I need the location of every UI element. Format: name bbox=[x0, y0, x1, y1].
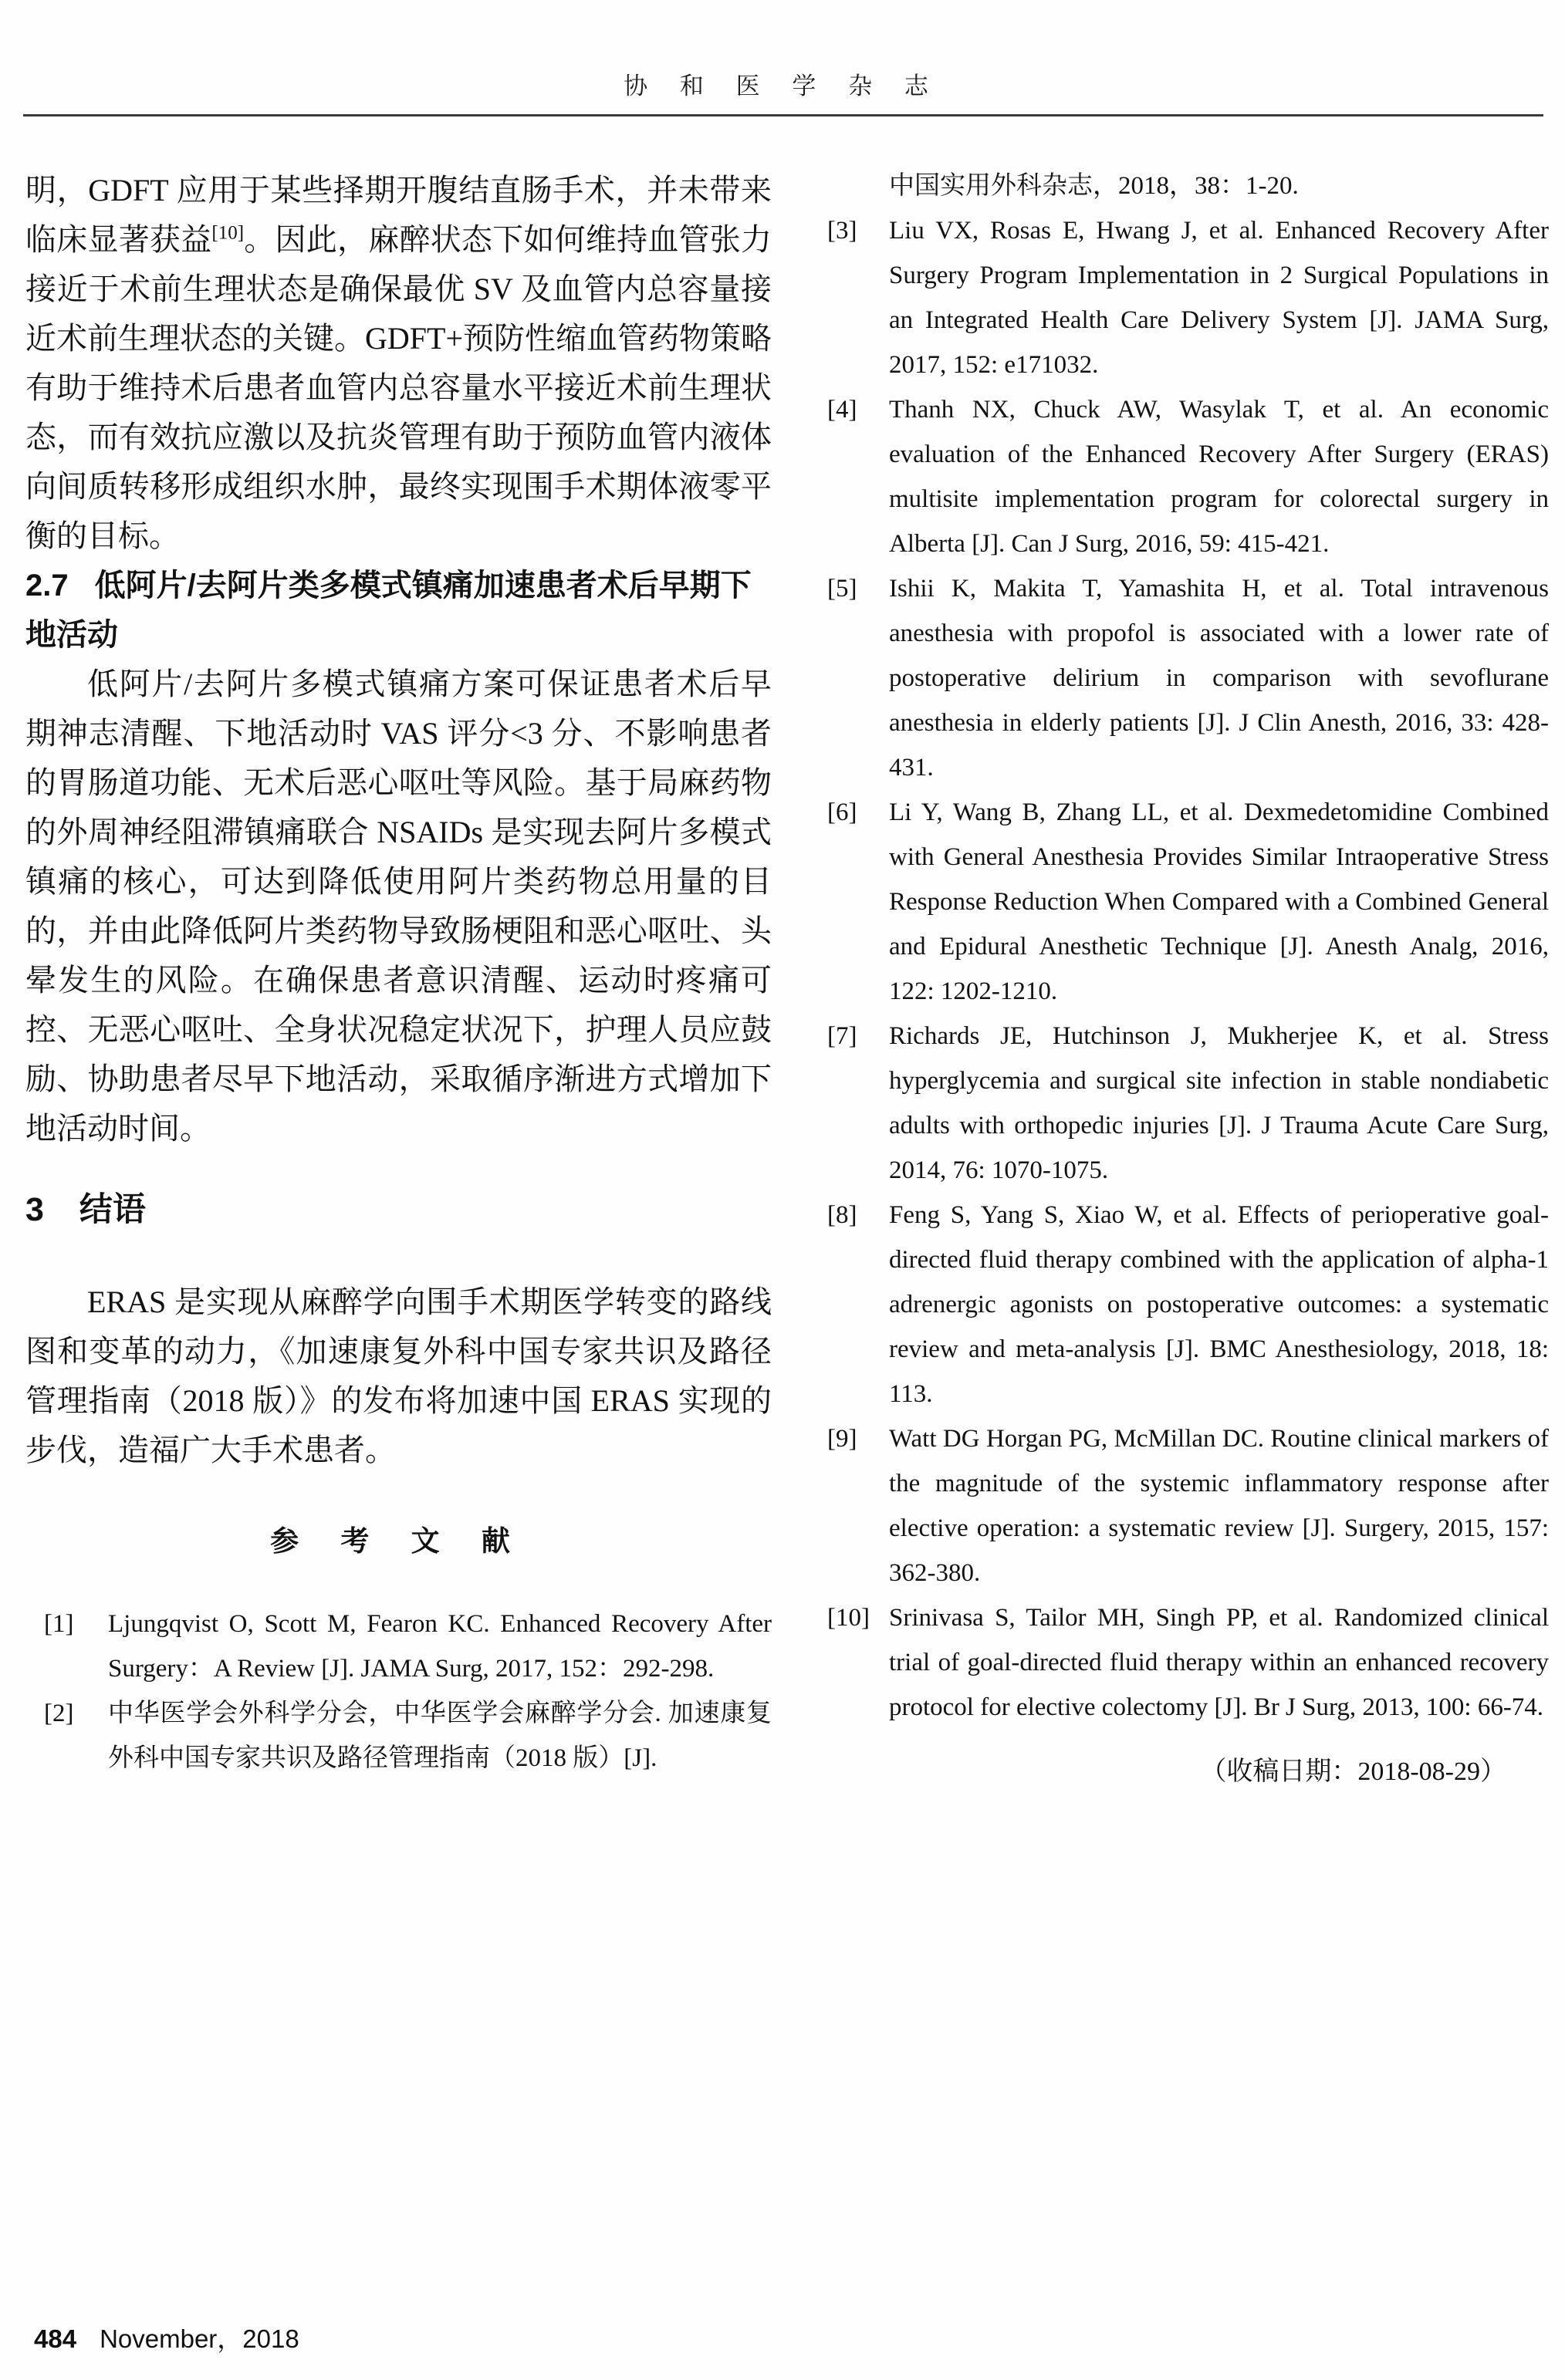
reference-number: [1] bbox=[44, 1610, 74, 1638]
reference-text: Ljungqvist O, Scott M, Fearon KC. Enhanced Recovery After Surgery：A Review [J]. JAMA Surg, 2017, 152：292-298. bbox=[108, 1610, 772, 1683]
reference-text: Feng S, Yang S, Xiao W, et al. Effects of perioperative goal-directed fluid therapy combined with the application of alpha-1 adrenergic agonists on postoperative outcomes: a systematic review and meta-analysis [J]. BMC Anesthesiology, 2018, 18: 113. bbox=[889, 1201, 1549, 1408]
reference-text: Li Y, Wang B, Zhang LL, et al. Dexmedetomidine Combined with General Anesthesia Provides Similar Intraoperative Stress Response Reduction When Compared with a Combined General and Epidural Anesthetic Technique [J]. Anesth Analg, 2016, 122: 1202-1210. bbox=[889, 798, 1549, 1005]
section-3-number: 3 bbox=[25, 1191, 44, 1228]
right-column bbox=[827, 164, 1549, 1794]
reference-item-1 bbox=[44, 1602, 772, 1691]
reference-item-2-continuation: 中国实用外科杂志，2018，38：1-20. bbox=[889, 172, 1299, 200]
header-rule bbox=[23, 114, 1543, 116]
reference-number: [10] bbox=[827, 1604, 870, 1632]
reference-item-9 bbox=[827, 1416, 1549, 1595]
reference-number: [9] bbox=[827, 1425, 857, 1453]
references-heading: 参 考 文 献 bbox=[270, 1525, 527, 1557]
paragraph-gdft-text-cont: 。因此，麻醉状态下如何维持血管张力接近于术前生理状态是确保最优 SV 及血管内总容量接近术前生理状态的关键。GDFT+预防性缩血管药物策略有助于维持术后患者血管内总容量水平接近术前生理状态，而有效抗应激以及抗炎管理有助于预防血管内液体向间质转移形成组织水肿，最终实现围手术期体液零平衡的目标。 bbox=[25, 222, 772, 553]
reference-item-8 bbox=[827, 1193, 1549, 1416]
section-2-7-title: 低阿片/去阿片类多模式镇痛加速患者术后早期下地活动 bbox=[25, 569, 752, 652]
paragraph-gdft-text: 明，GDFT 应用于某些择期开腹结直肠手术，并未带来临床显著获益 bbox=[25, 173, 772, 257]
reference-text: Richards JE, Hutchinson J, Mukherjee K, et al. Stress hyperglycemia and surgical site infection in stable nondiabetic adults with orthopedic injuries [J]. J Trauma Acute Care Surg, 2014, 76: 1070-1075. bbox=[889, 1022, 1549, 1184]
reference-item-3 bbox=[827, 208, 1549, 387]
issue-date: November，2018 bbox=[100, 2324, 299, 2353]
reference-item-10 bbox=[827, 1595, 1549, 1730]
reference-text: Thanh NX, Chuck AW, Wasylak T, et al. An economic evaluation of the Enhanced Recovery After Surgery (ERAS) multisite implementation program for colorectal surgery in Alberta [J]. Can J Surg, 2016, 59: 415-421. bbox=[889, 396, 1549, 558]
reference-item-6 bbox=[827, 790, 1549, 1014]
reference-number: [8] bbox=[827, 1201, 857, 1229]
section-3-title: 结语 bbox=[79, 1191, 146, 1228]
reference-text: Ishii K, Makita T, Yamashita H, et al. Total intravenous anesthesia with propofol is associated with a lower rate of postoperative delirium in comparison with sevoflurane anesthesia in elderly patients [J]. J Clin Anesth, 2016, 33: 428-431. bbox=[889, 575, 1549, 782]
reference-number: [5] bbox=[827, 575, 857, 603]
section-2-7-number: 2.7 bbox=[25, 569, 69, 603]
journal-title: 协 和 医 学 杂 志 bbox=[624, 73, 941, 100]
page-number: 484 bbox=[34, 2324, 77, 2353]
reference-item-5 bbox=[827, 566, 1549, 790]
received-date: （收稿日期：2018-08-29） bbox=[1200, 1757, 1506, 1786]
reference-item-7 bbox=[827, 1014, 1549, 1193]
paragraph-gdft bbox=[25, 166, 772, 561]
section-2-7-heading bbox=[25, 561, 772, 660]
section-3-paragraph: ERAS 是实现从麻醉学向围手术期医学转变的路线图和变革的动力，《加速康复外科中国专家共识及路径管理指南（2018 版）》的发布将加速中国 ERAS 实现的步伐，造福广大手术患者。 bbox=[25, 1285, 772, 1467]
reference-number: [7] bbox=[827, 1022, 857, 1050]
section-2-7-paragraph: 低阿片/去阿片多模式镇痛方案可保证患者术后早期神志清醒、下地活动时 VAS 评分<3 分、不影响患者的胃肠道功能、无术后恶心呕吐等风险。基于局麻药物的外周神经阻滞镇痛联合 NSAIDs 是实现去阿片多模式镇痛的核心，可达到降低使用阿片类药物总用量的目的，并由此降低阿片类药物导致肠梗阻和恶心呕吐、头晕发生的风险。在确保患者意识清醒、运动时疼痛可控、无恶心呕吐、全身状况稳定状况下，护理人员应鼓励、协助患者尽早下地活动，采取循序渐进方式增加下地活动时间。 bbox=[25, 667, 772, 1146]
reference-item-4 bbox=[827, 387, 1549, 566]
reference-text: Watt DG Horgan PG, McMillan DC. Routine clinical markers of the magnitude of the systemic inflammatory response after elective operation: a systematic review [J]. Surgery, 2015, 157: 362-380. bbox=[889, 1425, 1549, 1587]
section-3-heading bbox=[25, 1185, 772, 1234]
reference-text: Srinivasa S, Tailor MH, Singh PP, et al. Randomized clinical trial of goal-directed fluid therapy within an enhanced recovery protocol for elective colectomy [J]. Br J Surg, 2013, 100: 66-74. bbox=[889, 1604, 1549, 1721]
page-footer bbox=[34, 2319, 299, 2355]
reference-text: 中华医学会外科学分会，中华医学会麻醉学分会. 加速康复外科中国专家共识及路径管理指南（2018 版）[J]. bbox=[108, 1700, 772, 1772]
reference-number: [6] bbox=[827, 798, 857, 826]
citation-superscript: [10] bbox=[211, 222, 245, 244]
reference-number: [3] bbox=[827, 217, 857, 245]
left-column bbox=[25, 166, 772, 1781]
reference-text: Liu VX, Rosas E, Hwang J, et al. Enhanced Recovery After Surgery Program Implementation in 2 Surgical Populations in an Integrated Health Care Delivery System [J]. JAMA Surg, 2017, 152: e171032. bbox=[889, 217, 1549, 379]
reference-number: [4] bbox=[827, 396, 857, 424]
reference-number: [2] bbox=[44, 1700, 74, 1727]
reference-item-2 bbox=[44, 1691, 772, 1781]
